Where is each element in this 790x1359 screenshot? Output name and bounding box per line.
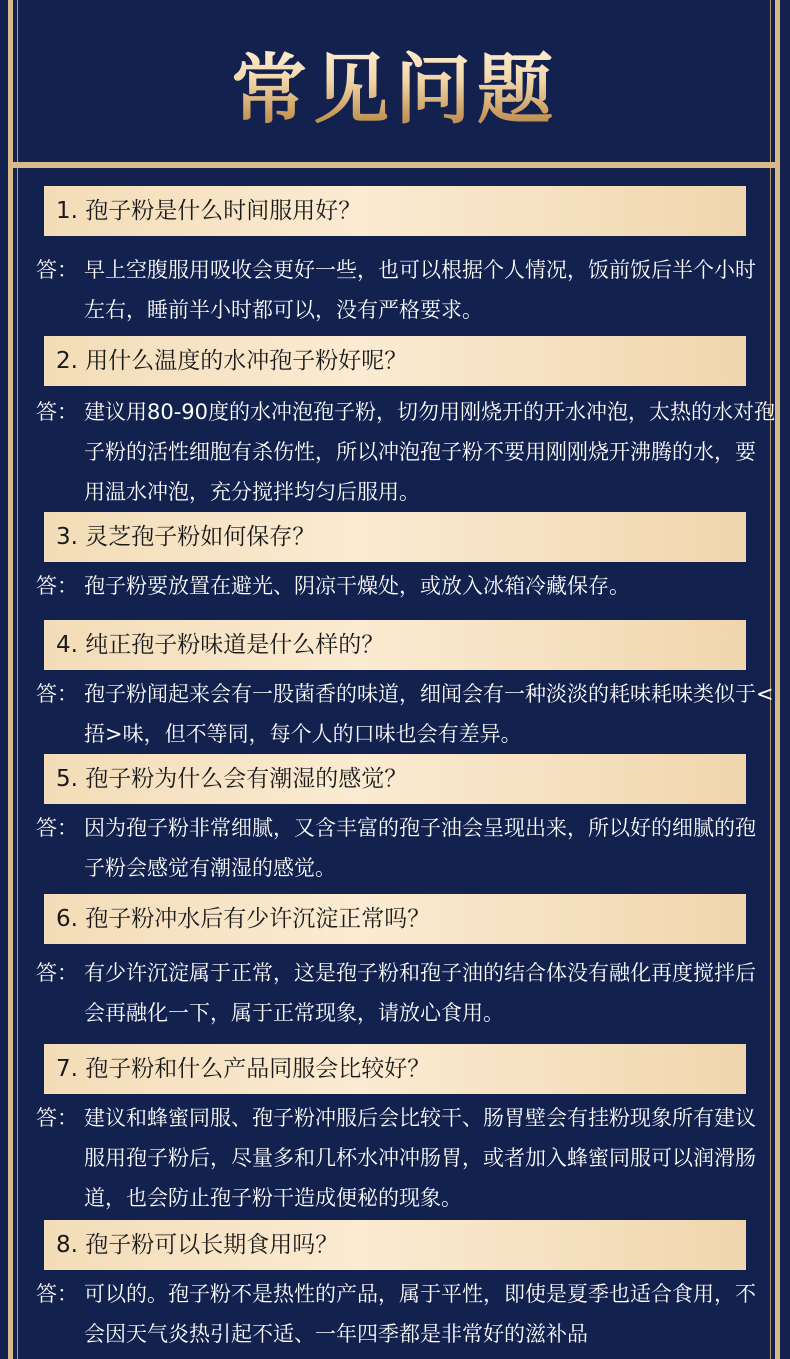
answer-text: 孢子粉闻起来会有一股菌香的味道，细闻会有一种淡淡的耗味耗味类似于<捂>味，但不等同，每个人的口味也会有差异。 <box>84 682 774 746</box>
answer-label: 答： <box>36 1106 78 1130</box>
faq-question-1: 1. 孢子粉是什么时间服用好？ <box>44 186 746 236</box>
answer-text: 因为孢子粉非常细腻，又含丰富的孢子油会呈现出来，所以好的细腻的孢子粉会感觉有潮湿的感觉。 <box>84 816 756 880</box>
faq-answer-4 <box>36 674 776 754</box>
faq-question-8: 8. 孢子粉可以长期食用吗？ <box>44 1220 746 1270</box>
answer-text: 早上空腹服用吸收会更好一些，也可以根据个人情况，饭前饭后半个小时左右，睡前半小时都可以，没有严格要求。 <box>84 258 756 322</box>
faq-question-5: 5. 孢子粉为什么会有潮湿的感觉？ <box>44 754 746 804</box>
faq-answer-5 <box>36 808 776 888</box>
answer-label: 答： <box>36 961 78 985</box>
faq-answer-8 <box>36 1274 776 1354</box>
answer-text: 孢子粉要放置在避光、阴凉干燥处，或放入冰箱冷藏保存。 <box>84 574 630 598</box>
answer-label: 答： <box>36 400 78 424</box>
answer-text: 建议和蜂蜜同服、孢子粉冲服后会比较干、肠胃壁会有挂粉现象所有建议服用孢子粉后，尽量多和几杯水冲冲肠胃，或者加入蜂蜜同服可以润滑肠道，也会防止孢子粉干造成便秘的现象。 <box>84 1106 756 1210</box>
answer-text: 建议用80-90度的水冲泡孢子粉，切勿用刚烧开的开水冲泡，太热的水对孢子粉的活性细胞有杀伤性，所以冲泡孢子粉不要用刚刚烧开沸腾的水，要用温水冲泡，充分搅拌均匀后服用。 <box>84 400 776 504</box>
faq-answer-2 <box>36 392 776 512</box>
answer-label: 答： <box>36 574 78 598</box>
answer-label: 答： <box>36 682 78 706</box>
faq-answer-1 <box>36 250 776 330</box>
faq-answer-7 <box>36 1098 776 1218</box>
answer-label: 答： <box>36 258 78 282</box>
faq-question-2: 2. 用什么温度的水冲孢子粉好呢？ <box>44 336 746 386</box>
faq-question-4: 4. 纯正孢子粉味道是什么样的？ <box>44 620 746 670</box>
answer-text: 可以的。孢子粉不是热性的产品，属于平性，即使是夏季也适合食用，不会因天气炎热引起不适、一年四季都是非常好的滋补品 <box>84 1282 756 1346</box>
faq-question-6: 6. 孢子粉冲水后有少许沉淀正常吗？ <box>44 894 746 944</box>
faq-question-7: 7. 孢子粉和什么产品同服会比较好？ <box>44 1044 746 1094</box>
page-title: 常见问题 <box>0 42 790 138</box>
answer-text: 有少许沉淀属于正常，这是孢子粉和孢子油的结合体没有融化再度搅拌后会再融化一下，属于正常现象，请放心食用。 <box>84 961 756 1025</box>
faq-answer-6 <box>36 953 776 1033</box>
faq-answer-3 <box>36 566 776 606</box>
answer-label: 答： <box>36 816 78 840</box>
faq-question-3: 3. 灵芝孢子粉如何保存？ <box>44 512 746 562</box>
answer-label: 答： <box>36 1282 78 1306</box>
